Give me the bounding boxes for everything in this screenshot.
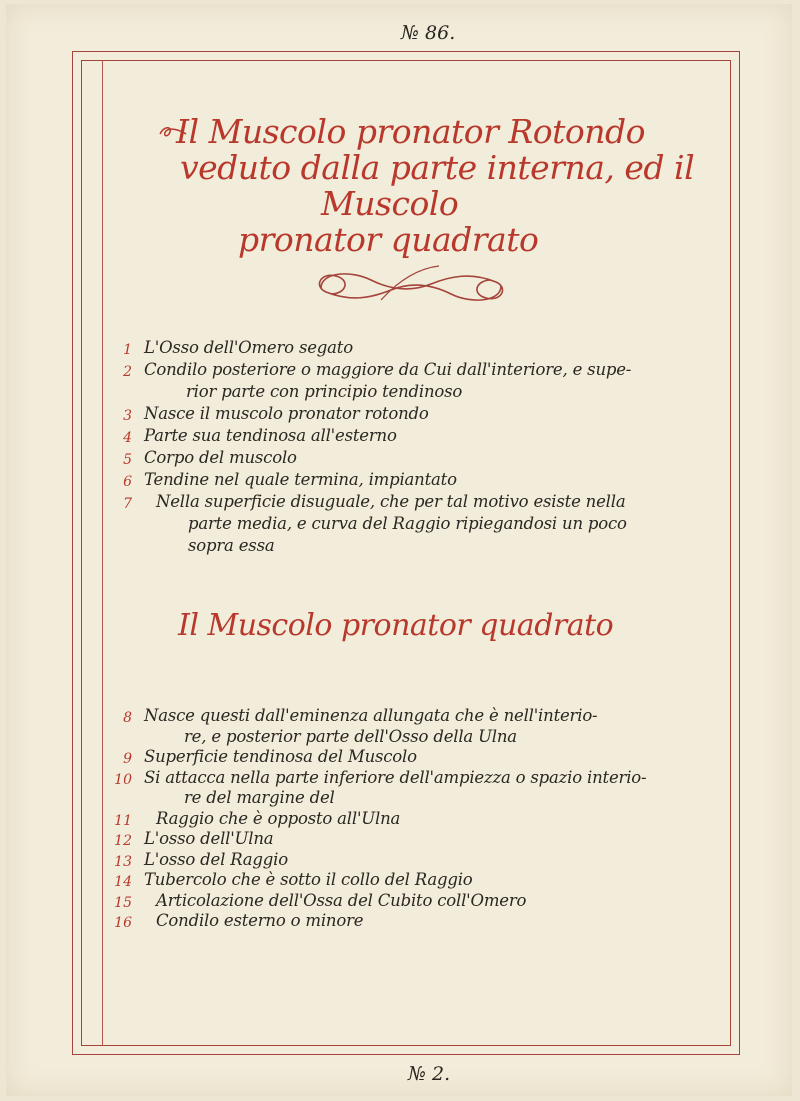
entry-text-continued: rior parte con principio tendinoso xyxy=(186,382,463,401)
entry-text-continued: re del margine del xyxy=(184,788,335,807)
entry-text-continued: parte media, e curva del Raggio ripiegandosi un poco xyxy=(188,514,627,533)
entry-number: 9 xyxy=(123,751,132,767)
entry-text: Nella superficie disuguale, che per tal motivo esiste nella xyxy=(156,492,626,511)
title-line-3: Muscolo xyxy=(321,184,459,223)
entry-text: L'Osso dell'Omero segato xyxy=(144,338,353,357)
entry-number: 3 xyxy=(123,408,132,424)
entry-text: Nasce questi dall'eminenza allungata che è nell'interio- xyxy=(144,706,598,725)
entry-text: Corpo del muscolo xyxy=(144,448,297,467)
entry-number: 1 xyxy=(123,342,132,358)
entry-text: Articolazione dell'Ossa del Cubito coll'Omero xyxy=(156,890,527,910)
entry-number: 14 xyxy=(114,874,132,890)
entry-number: 5 xyxy=(123,452,132,468)
entry-number: 8 xyxy=(123,710,132,726)
title-line-4: pronator quadrato xyxy=(238,220,539,259)
entry-text: Si attacca nella parte inferiore dell'ampiezza o spazio interio- xyxy=(144,767,647,787)
entry-number: 12 xyxy=(114,833,132,849)
entry-text: Tendine nel quale termina, impiantato xyxy=(144,470,457,489)
title-line-2: veduto dalla parte interna, ed il xyxy=(180,148,695,187)
entry-number: 7 xyxy=(123,496,132,512)
entry-number: 13 xyxy=(114,853,132,870)
entry-text: Raggio che è opposto all'Ulna xyxy=(156,808,401,828)
margin-rule xyxy=(102,60,103,1046)
entry-text: Condilo esterno o minore xyxy=(156,911,364,930)
title-line-1: Il Muscolo pronator Rotondo xyxy=(176,112,645,151)
entry-number: 11 xyxy=(114,812,132,829)
entry-number: 15 xyxy=(114,894,132,911)
entry-text: Condilo posteriore o maggiore da Cui dall'interiore, e supe- xyxy=(144,360,632,379)
entry-text: L'osso dell'Ulna xyxy=(144,829,274,848)
ornamental-flourish-icon xyxy=(311,262,511,312)
entry-number: 16 xyxy=(114,915,132,931)
page-number: № 86. xyxy=(401,22,456,44)
entry-text-continued: re, e posterior parte dell'Osso della Ulna xyxy=(184,726,517,746)
entry-text: Parte sua tendinosa all'esterno xyxy=(144,426,397,445)
entry-number: 4 xyxy=(123,430,132,446)
page-title xyxy=(176,114,696,258)
entry-text: Nasce il muscolo pronator rotondo xyxy=(144,404,429,423)
entry-text: L'osso del Raggio xyxy=(144,849,288,869)
entry-text-continued: sopra essa xyxy=(188,536,275,555)
entry-number: 2 xyxy=(123,364,132,380)
manuscript-page xyxy=(6,4,792,1096)
entry-number: 6 xyxy=(123,474,132,490)
footer-number: № 2. xyxy=(408,1063,451,1085)
section-2-title: Il Muscolo pronator quadrato xyxy=(178,608,614,643)
entry-text: Superficie tendinosa del Muscolo xyxy=(144,747,417,766)
entry-number: 10 xyxy=(114,771,132,788)
entry-text: Tubercolo che è sotto il collo del Raggio xyxy=(144,870,473,889)
